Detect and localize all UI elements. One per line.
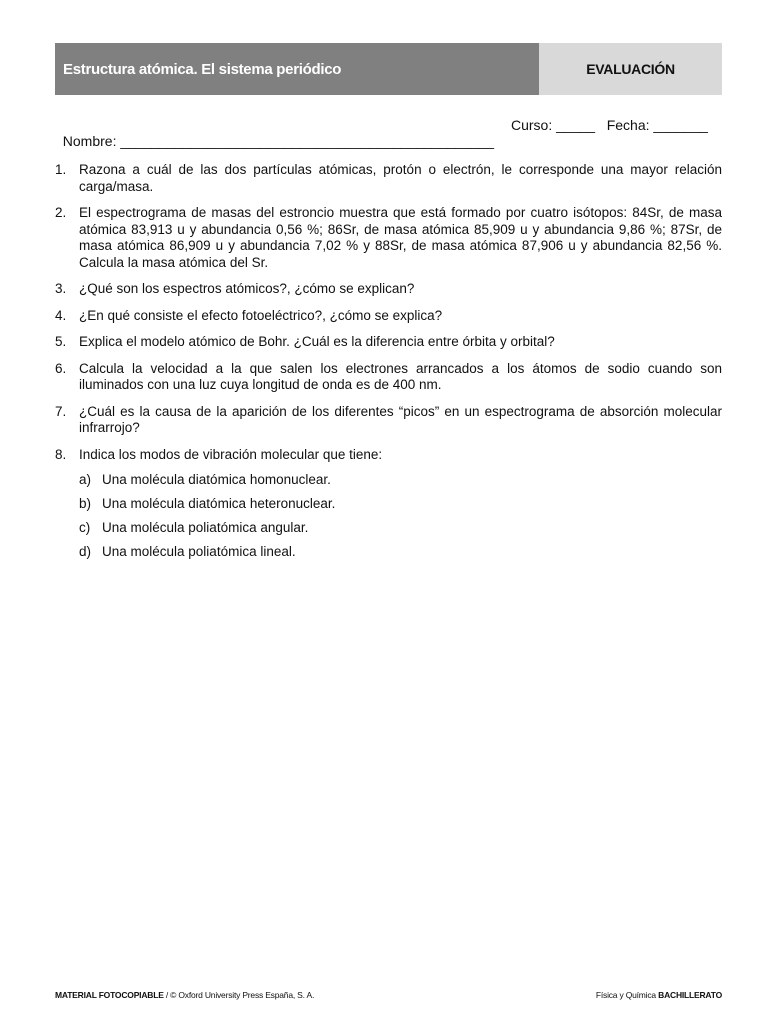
- question-item: [55, 404, 722, 437]
- subitem: [79, 544, 722, 561]
- question-number: 6.: [55, 360, 67, 376]
- subitem-text: Una molécula diatómica heteronuclear.: [102, 496, 336, 511]
- question-item: [55, 361, 722, 394]
- question-item: [55, 162, 722, 195]
- publisher-text: / © Oxford University Press España, S. A.: [163, 990, 315, 1000]
- question-number: 5.: [55, 334, 67, 349]
- subitem: [79, 520, 722, 537]
- question-item: [55, 334, 722, 351]
- question-number: 1.: [55, 162, 67, 177]
- subitem-letter: c): [79, 520, 91, 535]
- name-field: Nombre: ________________________________________________: [62, 133, 495, 149]
- subitem-letter: a): [79, 472, 92, 487]
- question-text: Indica los modos de vibración molecular que tiene:: [79, 446, 383, 462]
- document-title: Estructura atómica. El sistema periódico: [55, 43, 539, 95]
- course-label: [596, 990, 722, 1000]
- question-text: ¿Qué son los espectros atómicos?, ¿cómo se explican?: [79, 281, 415, 296]
- question-item: [55, 308, 722, 325]
- course-date-field: Curso: _____ Fecha: _______: [511, 117, 708, 133]
- page-footer: [55, 990, 722, 1000]
- question-item: [55, 281, 722, 298]
- question-number: 2.: [55, 205, 67, 220]
- subject-text: Física y Química: [595, 990, 659, 1000]
- subitem-letter: d): [79, 544, 92, 559]
- evaluation-label: EVALUACIÓN: [539, 43, 722, 95]
- question-number: 3.: [55, 281, 67, 296]
- photocopiable-label: MATERIAL FOTOCOPIABLE: [55, 990, 164, 1000]
- subitem-letter: b): [79, 496, 92, 511]
- question-text: El espectrograma de masas del estroncio muestra que está formado por cuatro isótopos: 84Sr, de masa atómica 83,913 u y abundancia 0,56 %; 86Sr, de masa atómica 85,909 u y abundancia 9,86 %; 87Sr, de masa atómica 86,909 u y abundancia 7,02 % y 88Sr, de masa atómica 87,906 u y abundancia 82,56 %. Calcula la masa atómica del Sr.: [79, 205, 722, 270]
- question-list: [55, 162, 722, 571]
- question-text: ¿En qué consiste el efecto fotoeléctrico?, ¿cómo se explica?: [79, 307, 443, 323]
- subitem-text: Una molécula diatómica homonuclear.: [102, 472, 331, 487]
- question-text: ¿Cuál es la causa de la aparición de los diferentes “picos” en un espectrograma de absorción molecular infrarrojo?: [79, 403, 722, 435]
- question-item: [55, 447, 722, 561]
- subitem-list: [79, 472, 722, 561]
- question-number: 7.: [55, 403, 67, 419]
- question-text: Explica el modelo atómico de Bohr. ¿Cuál es la diferencia entre órbita y orbital?: [79, 334, 555, 349]
- page-header: [55, 43, 722, 95]
- question-item: [55, 205, 722, 271]
- copyright-notice: [55, 990, 314, 1000]
- subitem: [79, 496, 722, 513]
- question-text: Razona a cuál de las dos partículas atómicas, protón o electrón, le corresponde una mayor relación carga/masa.: [79, 162, 722, 194]
- subitem-text: Una molécula poliatómica angular.: [102, 520, 309, 535]
- level-text: BACHILLERATO: [658, 990, 722, 1000]
- question-number: 8.: [55, 446, 67, 462]
- question-number: 4.: [55, 307, 67, 323]
- subitem: [79, 472, 722, 489]
- student-info-line: [55, 117, 722, 165]
- question-text: Calcula la velocidad a la que salen los electrones arrancados a los átomos de sodio cuando son iluminados con una luz cuya longitud de onda es de 400 nm.: [79, 360, 722, 392]
- subitem-text: Una molécula poliatómica lineal.: [102, 544, 296, 559]
